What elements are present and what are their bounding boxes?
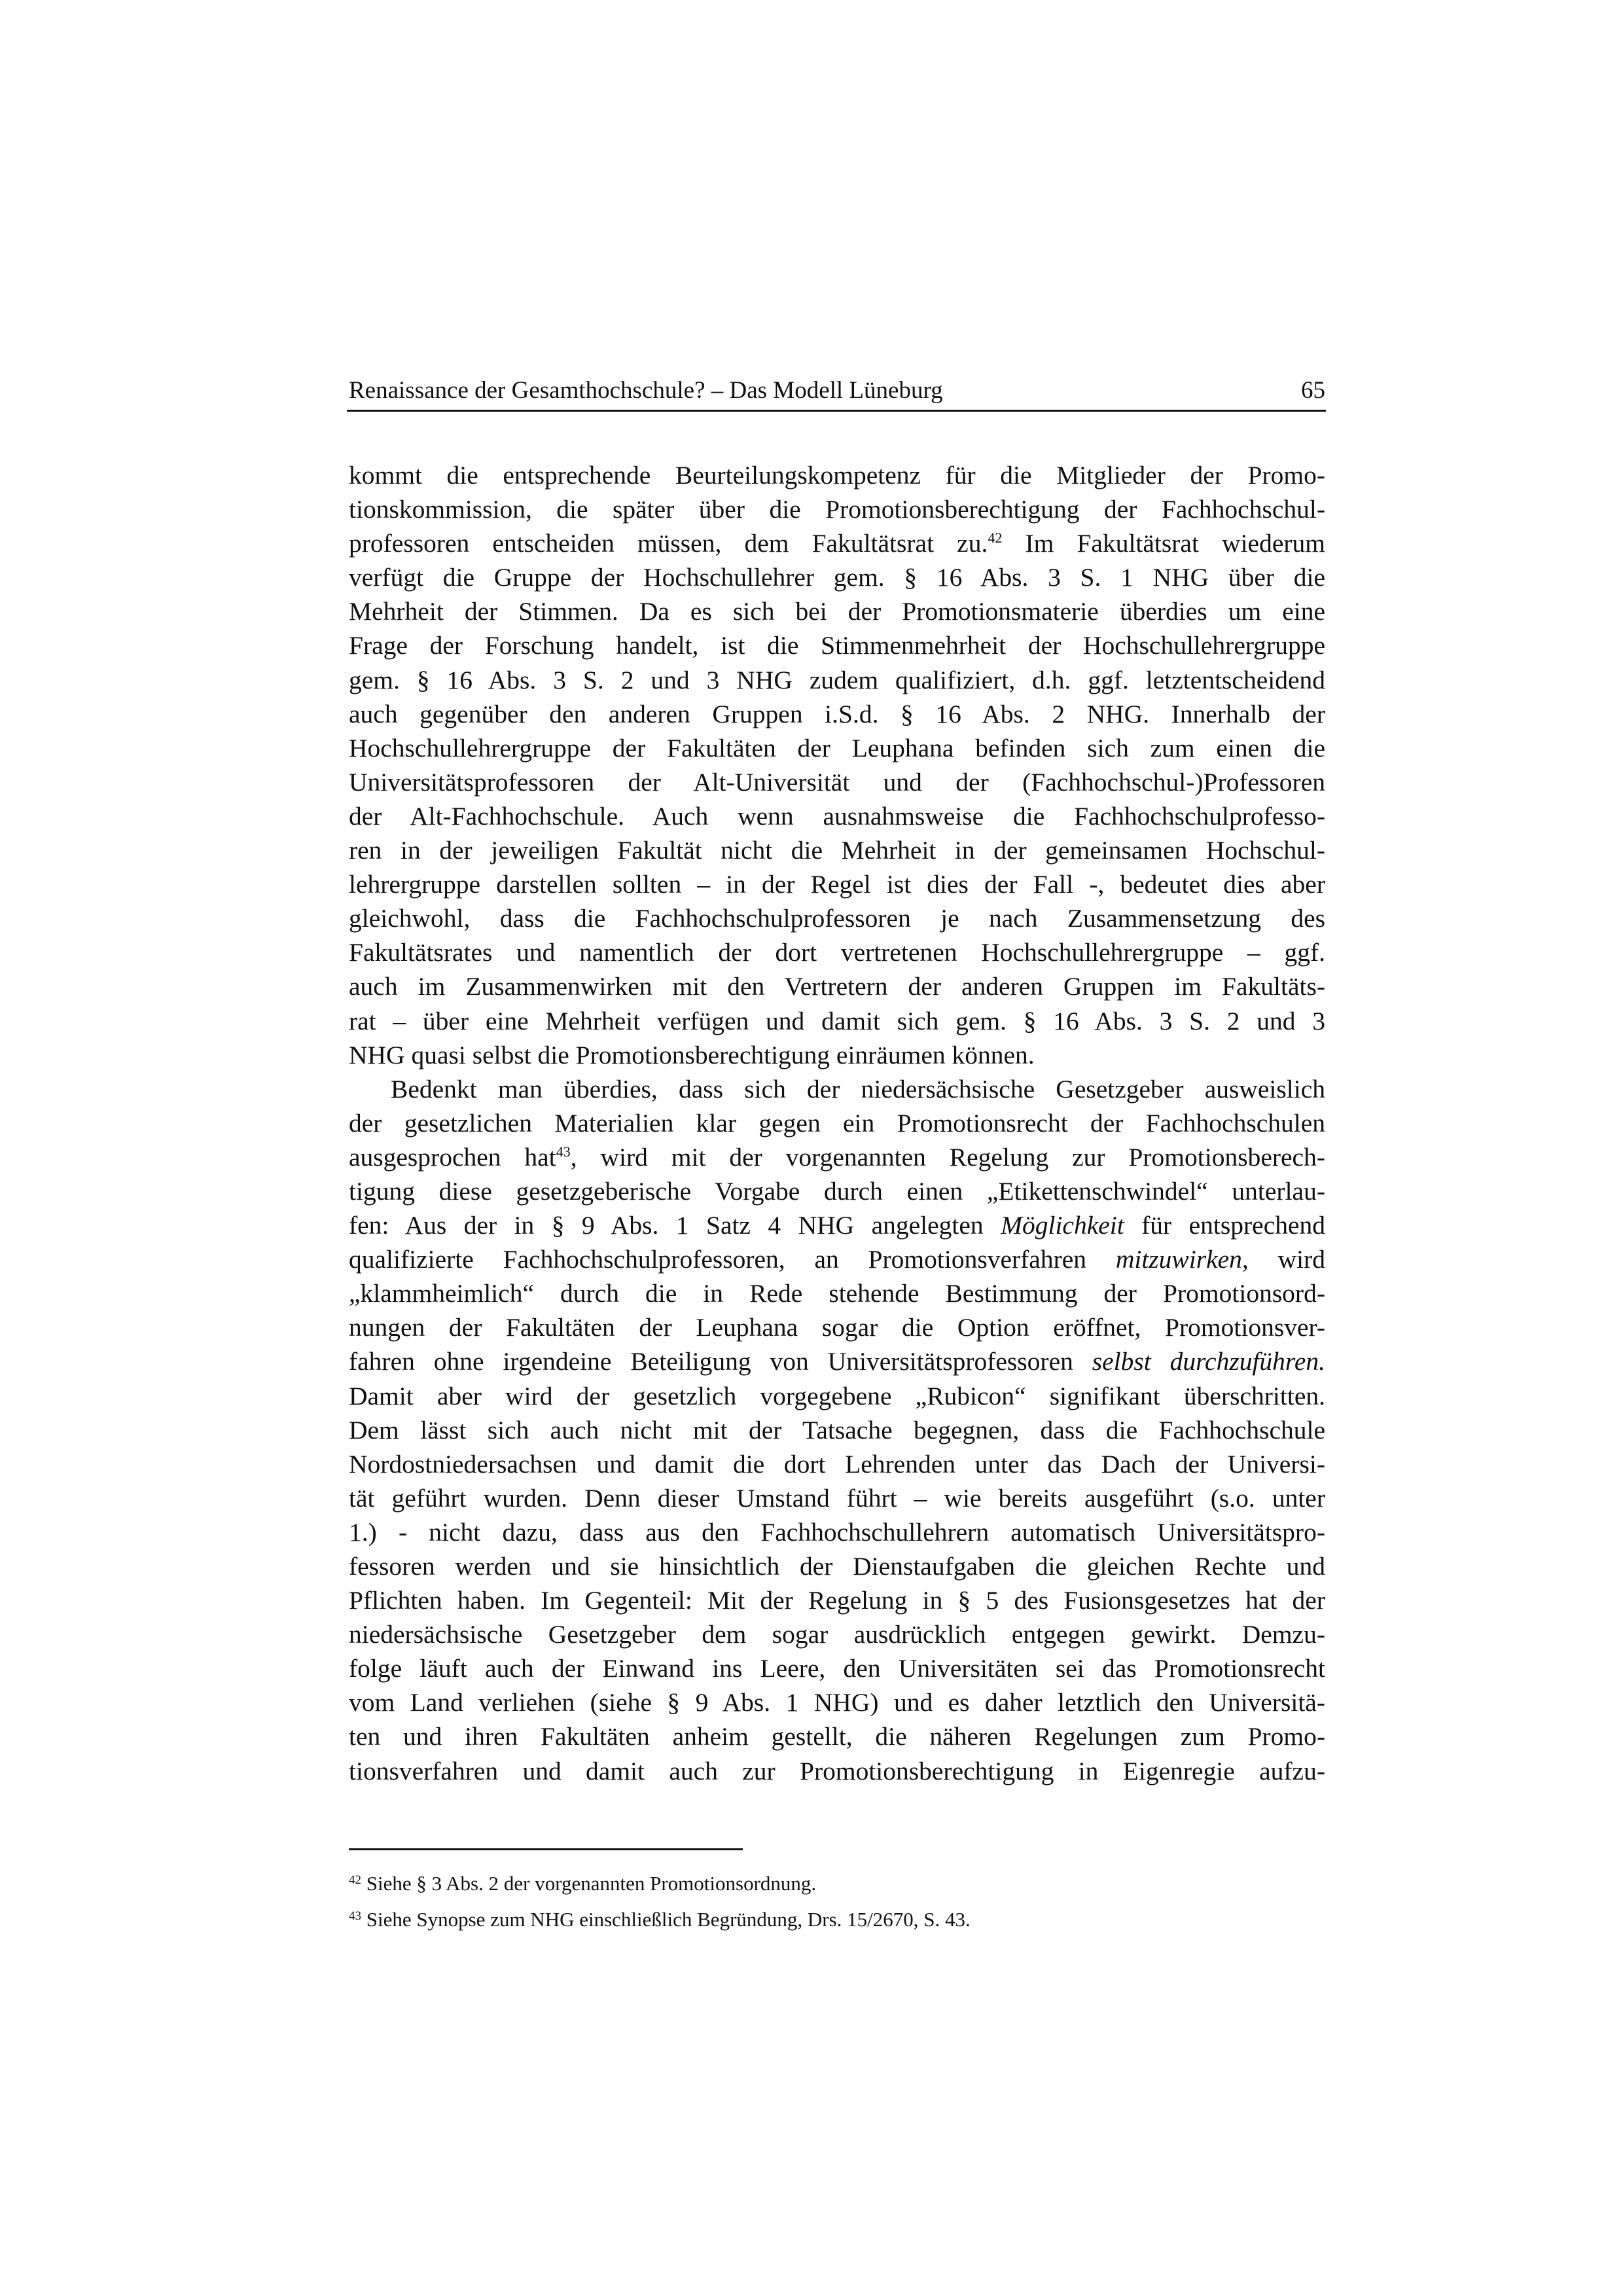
text-line xyxy=(349,1481,1325,1515)
text-line xyxy=(349,867,1325,901)
footnote-number: 42 xyxy=(349,1873,361,1887)
text-run: 1.) - nicht dazu, dass aus den Fachhochschullehrern automatisch Universitätspro- xyxy=(349,1517,1325,1547)
page-number: 65 xyxy=(1301,377,1325,404)
text-line xyxy=(349,1379,1325,1413)
text-line xyxy=(349,765,1325,799)
text-run: , wird xyxy=(1241,1245,1325,1274)
text-line xyxy=(349,1106,1325,1140)
text-line xyxy=(349,731,1325,765)
text-line xyxy=(349,935,1325,969)
text-run: der Alt-Fachhochschule. Auch wenn ausnahmsweise die Fachhochschulprofesso- xyxy=(349,801,1325,831)
paragraph xyxy=(349,1072,1325,1788)
text-run: nungen der Fakultäten der Leuphana sogar die Option eröffnet, Promotionsver- xyxy=(349,1313,1325,1342)
emphasis: mitzuwirken xyxy=(1115,1245,1242,1274)
header-rule xyxy=(347,410,1326,412)
text-run: Frage der Forschung handelt, ist die Stimmenmehrheit der Hochschullehrergruppe xyxy=(349,631,1325,660)
text-line xyxy=(349,1174,1325,1208)
text-run: tionsverfahren und damit auch zur Promotionsberechtigung in Eigenregie aufzu- xyxy=(349,1756,1325,1785)
text-line xyxy=(349,458,1325,492)
text-line xyxy=(349,969,1325,1003)
text-run: gem. § 16 Abs. 3 S. 2 und 3 NHG zudem qualifiziert, d.h. ggf. letztentscheidend xyxy=(349,665,1325,694)
text-run: kommt die entsprechende Beurteilungskompetenz für die Mitglieder der Promo- xyxy=(349,461,1325,490)
text-line xyxy=(349,1208,1325,1242)
text-run: Damit aber wird der gesetzlich vorgegebene „Rubicon“ signifikant überschritten. xyxy=(349,1381,1325,1410)
footnote-42 xyxy=(349,1865,971,1901)
text-line xyxy=(349,1515,1325,1549)
text-run: tigung diese gesetzgeberische Vorgabe durch einen „Etikettenschwindel“ unterlau- xyxy=(349,1176,1325,1206)
text-run: Bedenkt man überdies, dass sich der niedersächsische Gesetzgeber ausweislich xyxy=(391,1074,1325,1103)
footnote-text: Siehe § 3 Abs. 2 der vorgenannten Promotionsordnung. xyxy=(361,1872,817,1895)
text-run: gleichwohl, dass die Fachhochschulprofessoren je nach Zusammensetzung des xyxy=(349,904,1325,933)
text-run: auch im Zusammenwirken mit den Vertretern der anderen Gruppen im Fakultäts- xyxy=(349,972,1325,1001)
text-run: Pflichten haben. Im Gegenteil: Mit der Regelung in § 5 des Fusionsgesetzes hat der xyxy=(349,1586,1325,1615)
text-line xyxy=(349,697,1325,731)
text-line xyxy=(349,1447,1325,1481)
emphasis: selbst durchzuführen. xyxy=(1092,1347,1325,1376)
text-run: Mehrheit der Stimmen. Da es sich bei der Promotionsmaterie überdies um eine xyxy=(349,597,1325,626)
text-run: tionskommission, die später über die Promotionsberechtigung der Fachhochschul- xyxy=(349,495,1325,524)
text-run: rat – über eine Mehrheit verfügen und damit sich gem. § 16 Abs. 3 S. 2 und 3 xyxy=(349,1006,1325,1035)
paragraph xyxy=(349,458,1325,1072)
footnote-number: 43 xyxy=(349,1909,361,1923)
text-run: für entsprechend xyxy=(1124,1211,1326,1240)
text-run: Nordostniedersachsen und damit die dort Lehrenden unter das Dach der Universi- xyxy=(349,1449,1325,1479)
text-run: tät geführt wurden. Denn dieser Umstand führt – wie bereits ausgeführt (s.o. unter xyxy=(349,1483,1325,1513)
text-run: Dem lässt sich auch nicht mit der Tatsache begegnen, dass die Fachhochschule xyxy=(349,1415,1325,1444)
footnote-separator xyxy=(349,1848,743,1850)
footnote-text: Siehe Synopse zum NHG einschließlich Begründung, Drs. 15/2670, S. 43. xyxy=(361,1908,971,1931)
text-line xyxy=(349,799,1325,833)
text-line xyxy=(349,1754,1325,1788)
text-line xyxy=(349,901,1325,935)
text-line xyxy=(349,1276,1325,1310)
text-line xyxy=(349,1413,1325,1447)
text-run: Hochschullehrergruppe der Fakultäten der Leuphana befinden sich zum einen die xyxy=(349,733,1325,762)
text-line xyxy=(349,1651,1325,1685)
text-line xyxy=(349,663,1325,697)
emphasis: Möglichkeit xyxy=(1001,1211,1124,1240)
text-line xyxy=(349,1038,1325,1072)
text-line xyxy=(349,833,1325,867)
text-line xyxy=(349,1549,1325,1583)
text-line xyxy=(349,1004,1325,1038)
text-run: NHG quasi selbst die Promotionsberechtigung einräumen können. xyxy=(349,1040,1035,1069)
text-line xyxy=(349,1719,1325,1753)
text-run: ausgesprochen hat xyxy=(349,1142,556,1172)
text-run: folge läuft auch der Einwand ins Leere, den Universitäten sei das Promotionsrecht xyxy=(349,1654,1325,1683)
footnote-ref: 43 xyxy=(556,1143,571,1160)
text-run: Fakultätsrates und namentlich der dort vertretenen Hochschullehrergruppe – ggf. xyxy=(349,938,1325,967)
text-run: fahren ohne irgendeine Beteiligung von Universitätsprofessoren xyxy=(349,1347,1092,1376)
footnote-ref: 42 xyxy=(988,529,1003,547)
footnotes xyxy=(349,1865,971,1937)
text-run: verfügt die Gruppe der Hochschullehrer gem. § 16 Abs. 3 S. 1 NHG über die xyxy=(349,563,1325,592)
text-run: niedersächsische Gesetzgeber dem sogar ausdrücklich entgegen gewirkt. Demzu- xyxy=(349,1620,1325,1649)
text-line xyxy=(349,1072,1325,1106)
text-run: ten und ihren Fakultäten anheim gestellt, die näheren Regelungen zum Promo- xyxy=(349,1722,1325,1751)
text-line xyxy=(349,1583,1325,1617)
text-run: vom Land verliehen (siehe § 9 Abs. 1 NHG) und es daher letztlich den Universitä- xyxy=(349,1688,1325,1717)
text-line xyxy=(349,594,1325,628)
text-line xyxy=(349,628,1325,662)
text-run: der gesetzlichen Materialien klar gegen ein Promotionsrecht der Fachhochschulen xyxy=(349,1108,1325,1138)
text-line xyxy=(349,492,1325,526)
text-run: fen: Aus der in § 9 Abs. 1 Satz 4 NHG angelegten xyxy=(349,1211,1001,1240)
text-run: „klammheimlich“ durch die in Rede stehende Bestimmung der Promotionsord- xyxy=(349,1279,1325,1308)
text-line xyxy=(349,1310,1325,1344)
running-header xyxy=(349,372,1325,404)
text-line xyxy=(349,1242,1325,1276)
text-run: lehrergruppe darstellen sollten – in der Regel ist dies der Fall -, bedeutet dies aber xyxy=(349,870,1325,899)
text-run: ren in der jeweiligen Fakultät nicht die Mehrheit in der gemeinsamen Hochschul- xyxy=(349,836,1325,865)
running-title: Renaissance der Gesamthochschule? – Das Modell Lüneburg xyxy=(349,377,943,404)
text-line xyxy=(349,1140,1325,1174)
text-line xyxy=(349,1617,1325,1651)
footnote-43 xyxy=(349,1901,971,1937)
text-run: Universitätsprofessoren der Alt-Universität und der (Fachhochschul-)Professoren xyxy=(349,767,1325,797)
text-line xyxy=(349,1344,1325,1378)
text-run: Im Fakultätsrat wiederum xyxy=(1002,529,1326,558)
text-run: , wird mit der vorgenannten Regelung zur Promotionsberech- xyxy=(570,1142,1325,1172)
text-run: fessoren werden und sie hinsichtlich der Dienstaufgaben die gleichen Rechte und xyxy=(349,1552,1325,1581)
text-line xyxy=(349,1685,1325,1719)
text-run: auch gegenüber den anderen Gruppen i.S.d. § 16 Abs. 2 NHG. Innerhalb der xyxy=(349,699,1325,728)
body-text xyxy=(349,458,1325,1788)
text-run: professoren entscheiden müssen, dem Fakultätsrat zu. xyxy=(349,529,988,558)
text-run: qualifizierte Fachhochschulprofessoren, an Promotionsverfahren xyxy=(349,1245,1116,1274)
text-line xyxy=(349,560,1325,594)
text-line xyxy=(349,526,1325,560)
